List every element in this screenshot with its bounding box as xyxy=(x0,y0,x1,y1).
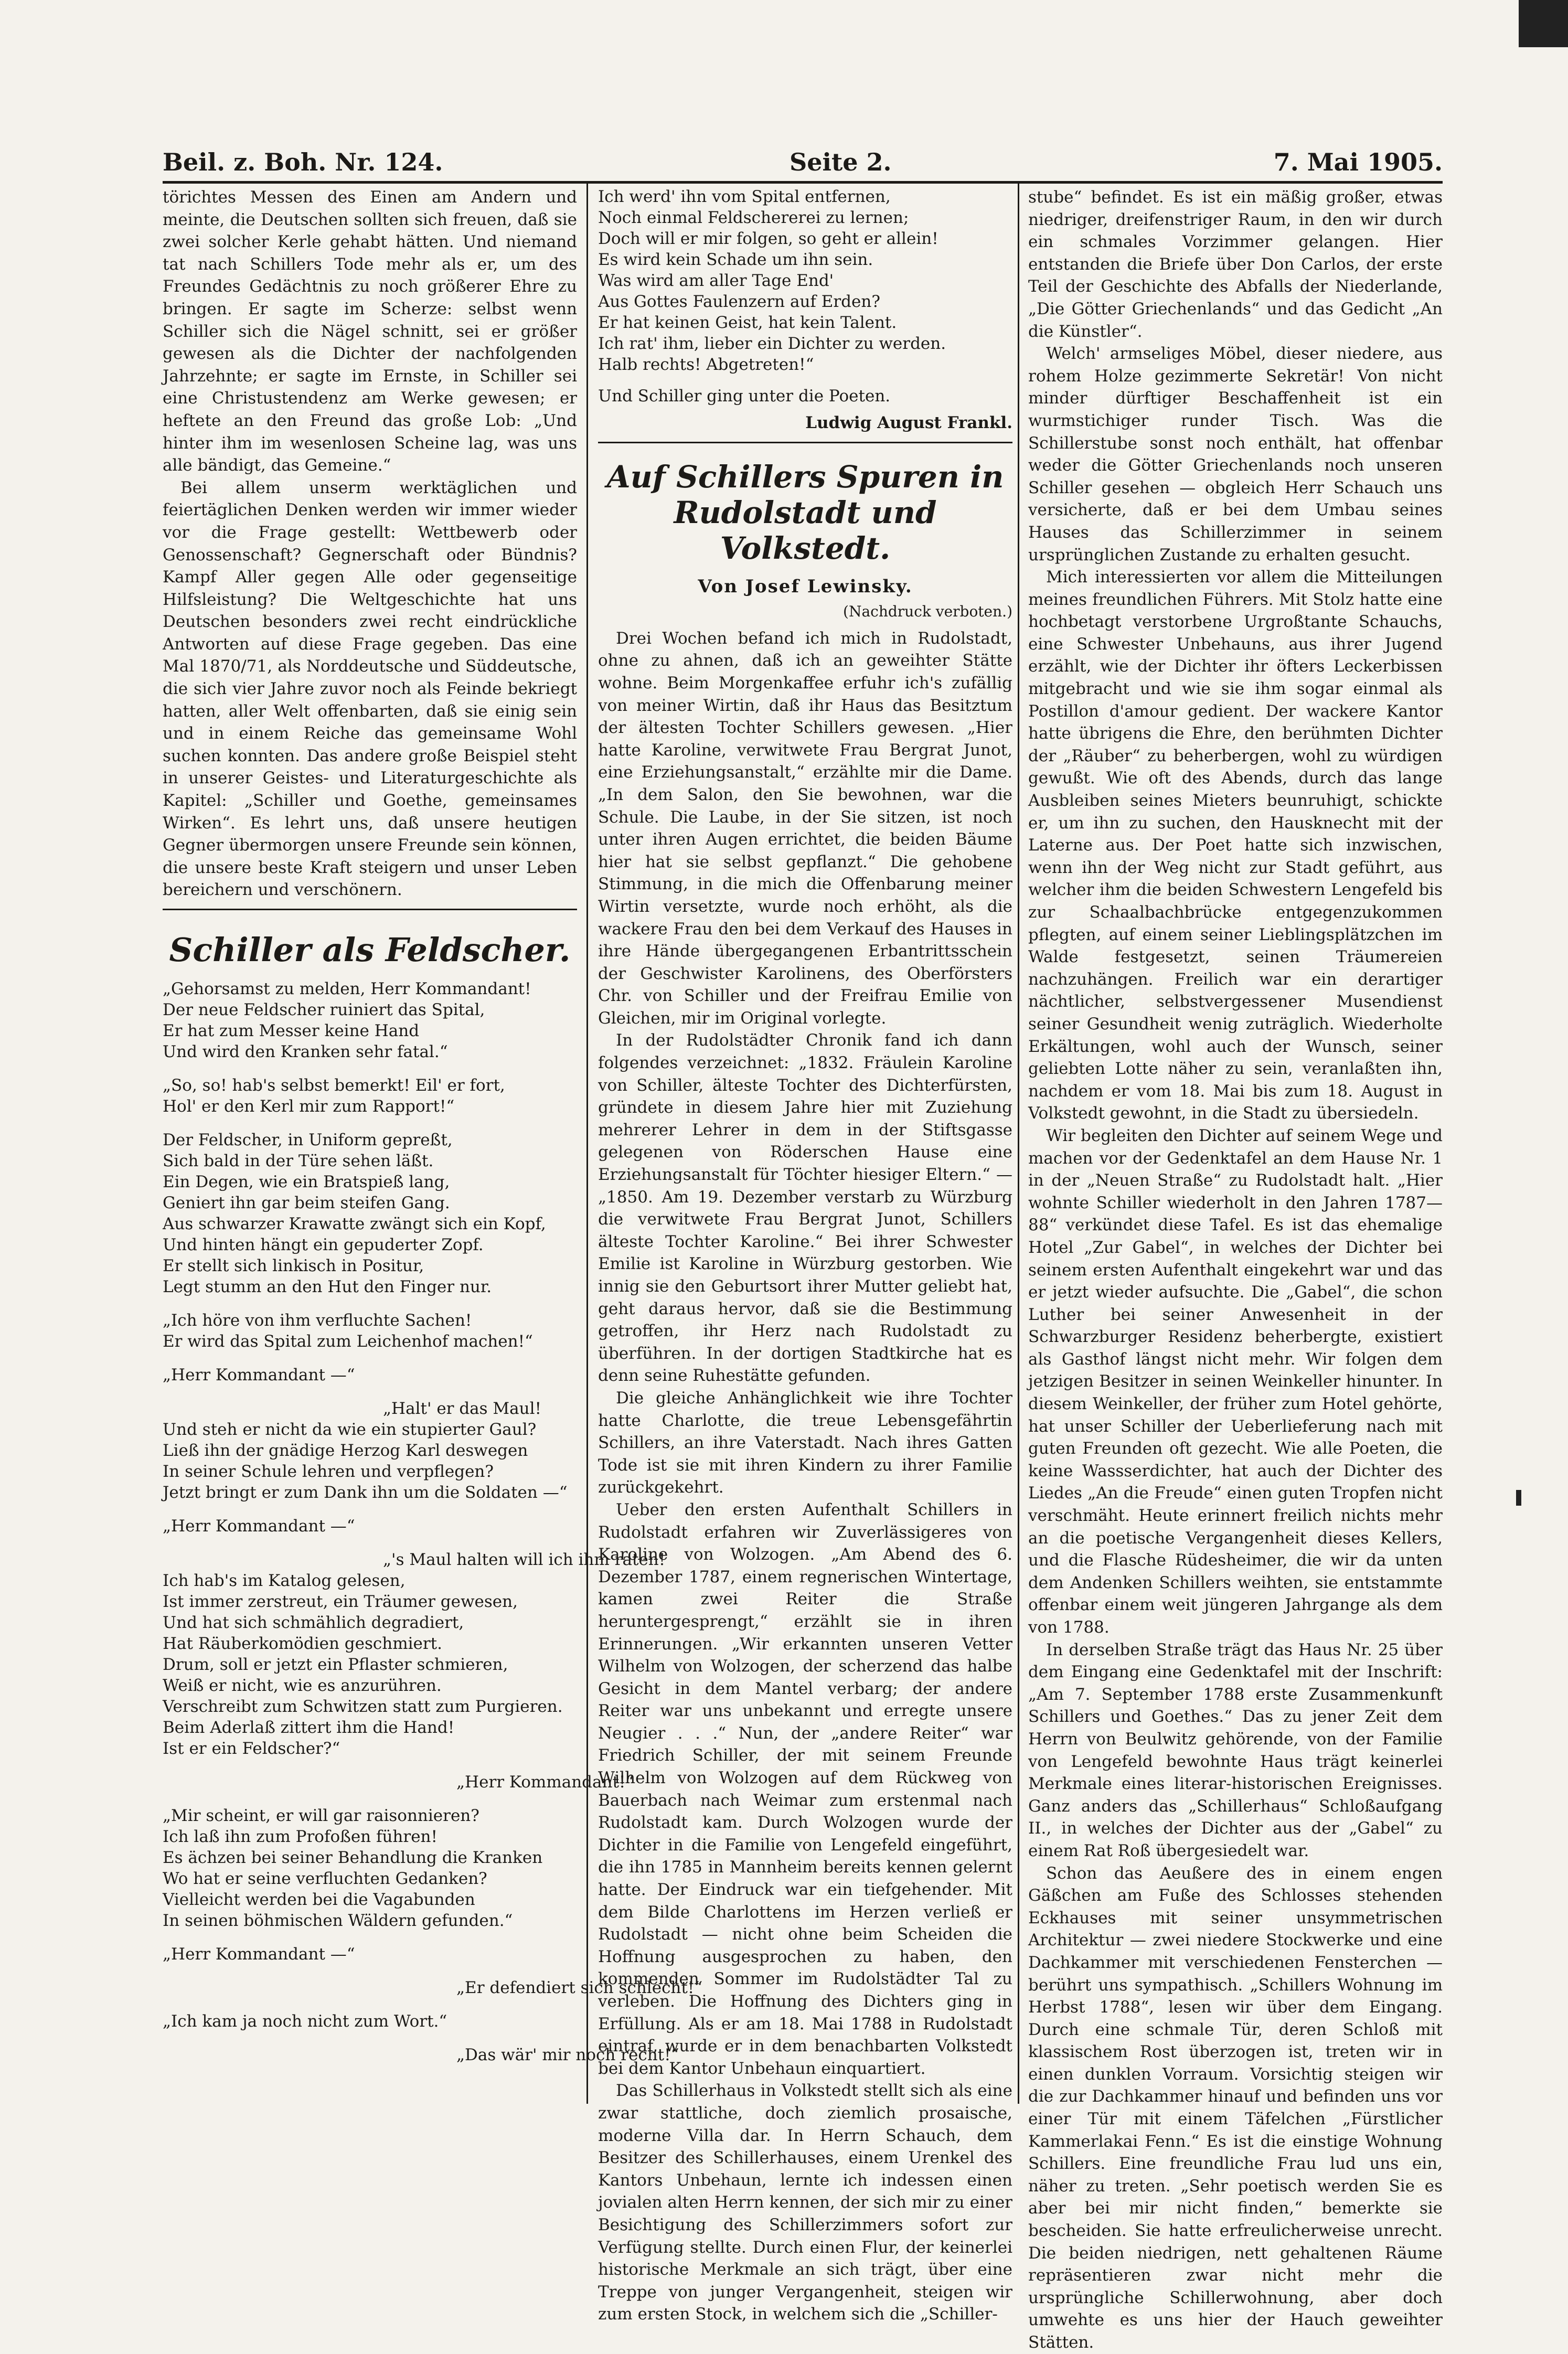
poem-line: Und steh er nicht da wie ein stupierter Gaul? xyxy=(163,1420,537,1439)
column-3 xyxy=(1028,186,1443,2354)
issue-label: Beil. z. Boh. Nr. 124. xyxy=(163,148,443,176)
paragraph: Die gleiche Anhänglichkeit wie ihre Tochter hatte Charlotte, die treue Lebensgefährtin Schillers, an ihre Vaterstadt. Nach ihres Gatten Tode ist sie mit ihren Kindern zu ihrer Familie zurückgekehrt. xyxy=(598,1388,1012,1497)
poem-line: Ist er ein Feldscher?“ xyxy=(163,1739,340,1758)
article-byline: Von Josef Lewinsky. xyxy=(698,576,913,597)
poem-stanza xyxy=(163,1805,577,1931)
poem-line: „Mir scheint, er will gar raisonnieren? xyxy=(163,1806,479,1825)
paragraph: Wir begleiten den Dichter auf seinem Wege und machen vor der Gedenktafel an dem Hause Nr. 1 in der „Neuen Straße“ zu Rudolstadt halt. „Hier wohnte Schiller wiederholt in den Jahren 1787—88“ verkündet diese Tafel. Es ist das ehemalige Hotel „Zur Gabel“, in welches der Dichter bei seinem ersten Aufenthalt eingekehrt war und das er jetzt wieder aufsuchte. Die „Gabel“, die schon Luther bei seiner Anwesenheit in der Schwarzburger Residenz beherbergte, existiert als Gasthof längst nicht mehr. Wir folgen dem jetzigen Besitzer in seinen Weinkeller hinunter. In diesem Weinkeller, der früher zum Hotel gehörte, hat unser Schiller der Ueberlieferung nach mit guten Freunden oft gezecht. Wie alle Poeten, die keine Wassserdichter, hat auch der Dichter des Liedes „An die Freude“ einen guten Tropfen nicht verschmäht. Heute erinnert freilich nichts mehr an die poetische Vergangenheit dieses Kellers, und die Flasche Rüdesheimer, die wir da unten dem Andenken Schillers weihten, sie entstammte offenbar einem weit jüngeren Jahrgange als dem von 1788. xyxy=(1028,1126,1443,1637)
poem-line: Es wird kein Schade um ihn sein. xyxy=(598,250,873,269)
section-rule xyxy=(163,909,577,910)
poem-line: Der neue Feldscher ruiniert das Spital, xyxy=(163,1000,485,1019)
poem-line: „Herr Kommandant —“ xyxy=(163,1517,355,1536)
poem-line: Geniert ihn gar beim steifen Gang. xyxy=(163,1194,450,1212)
poem-line: „Ich höre von ihm verfluchte Sachen! xyxy=(163,1311,472,1330)
poem-line: Legt stumm an den Hut den Finger nur. xyxy=(163,1277,492,1296)
poem-title: Schiller als Feldscher. xyxy=(169,931,571,969)
poem-stanza xyxy=(163,1944,577,1965)
poem-line: Hol' er den Kerl mir zum Rapport!“ xyxy=(163,1097,455,1116)
poem-line: „Herr Kommandant —“ xyxy=(163,1945,355,1964)
column-2 xyxy=(598,186,1012,2326)
poem-line: „Gehorsamst zu melden, Herr Kommandant! xyxy=(163,979,531,998)
column-divider-2 xyxy=(1018,184,1019,2104)
poem-line: Wo hat er seine verfluchten Gedanken? xyxy=(163,1869,487,1888)
poem-line: Doch will er mir folgen, so geht er allein! xyxy=(598,229,938,248)
page-number: Seite 2. xyxy=(790,148,892,176)
poem-line: „Ich kam ja noch nicht zum Wort.“ xyxy=(163,2012,447,2031)
poem-line: Der Feldscher, in Uniform gepreßt, xyxy=(163,1131,453,1149)
issue-date: 7. Mai 1905. xyxy=(1273,148,1443,176)
reprint-notice: (Nachdruck verboten.) xyxy=(843,603,1012,621)
poem-line: In seinen böhmischen Wäldern gefunden.“ xyxy=(163,1911,513,1930)
poem-stanza xyxy=(163,1075,577,1117)
poem-line: Hat Räuberkomödien geschmiert. xyxy=(163,1634,442,1653)
poem-stanza xyxy=(163,1365,577,1386)
poem-line: Sich bald in der Türe sehen läßt. xyxy=(163,1152,434,1170)
poem-line: Weiß er nicht, wie es anzurühren. xyxy=(163,1676,442,1695)
poem-line: Er wird das Spital zum Leichenhof machen!“ xyxy=(163,1332,533,1351)
paragraph: stube“ befindet. Es ist ein mäßig großer, etwas niedriger, dreifenstriger Raum, in den wir durch ein schmales Vorzimmer gelangen. Hier entstanden die Briefe über Don Carlos, der erste Teil der Geschichte des Abfalls der Niederlande, „Die Götter Griechenlands“ und das Gedicht „An die Künstler“. xyxy=(1028,188,1443,341)
poem-line: Aus schwarzer Krawatte zwängt sich ein Kopf, xyxy=(163,1215,546,1233)
poem-line: Ich rat' ihm, lieber ein Dichter zu werden. xyxy=(598,334,946,353)
poem-closing-line xyxy=(598,386,1012,407)
scan-corner-mark xyxy=(1519,0,1568,47)
paragraph: In derselben Straße trägt das Haus Nr. 25 über dem Eingang eine Gedenktafel mit der Inschrift: „Am 7. September 1788 erste Zusammenkunft Schillers und Goethes.“ Das zu jener Zeit dem Herrn von Beulwitz gehörende, von der Familie von Lengefeld bewohnte Haus trägt keinerlei Merkmale eines literar-historischen Ereignisses. Ganz anders das „Schillerhaus“ Schloßaufgang II., in welches der Dichter aus der „Gabel“ zu einem Rat Roß übergesiedelt war. xyxy=(1028,1640,1443,1860)
poem-line: Verschreibt zum Schwitzen statt zum Purgieren. xyxy=(163,1697,563,1716)
poem-line: Ist immer zerstreut, ein Träumer gewesen, xyxy=(163,1592,518,1611)
poem-line: Aus Gottes Faulenzern auf Erden? xyxy=(598,292,880,311)
paragraph: Mich interessierten vor allem die Mitteilungen meines freundlichen Führers. Mit Stolz hatte eine hochbetagt verstorbene Urgroßtante Schauchs, eine Schwester Unbehauns, aus ihrer Jugend erzählt, wie der Dichter ihr öfters Leckerbissen mitgebracht und wie sie ihm sogar einmal als Postillon d'amour gedient. Der wackere Kantor hatte übrigens die Ehre, den berühmten Dichter der „Räuber“ zu beherbergen, wohl zu würdigen gewußt. Wie oft des Abends, durch das lange Ausbleiben seines Mieters beunruhigt, schickte er, um ihn zu suchen, den Hausknecht mit der Laterne aus. Der Poet hatte sich inzwischen, wenn ihn der Weg nicht zur Stadt geführt, aus welcher ihm die beiden Schwestern Lengefeld bis zur Schaalbachbrücke entgegenzukommen pflegten, auf einem seiner Lieblingsplätzchen im Walde festgesetzt, seinen Träumereien nachzuhängen. Freilich war ein derartiger nächtlicher, selbstvergessener Musendienst seiner Gesundheit wenig zuträglich. Wiederholte Erkältungen, wohl auch der Wunsch, seiner geliebten Lotte näher zu sein, veranlaßten ihn, nachdem er vom 18. Mai bis zum 18. August in Volkstedt gewohnt, in die Stadt zu übersiedeln. xyxy=(1028,568,1443,1123)
paragraph: Bei allem unserm werktäglichen und feiertäglichen Denken werden wir immer wieder vor die Frage gestellt: Wettbewerb oder Genossenschaft? Gegnerschaft oder Bündnis? Kampf Aller gegen Alle oder gegenseitige Hilfsleistung? Die Weltgeschichte hat uns Deutschen besonders zwei recht eindrückliche Antworten auf diese Frage gegeben. Das eine Mal 1870/71, als Norddeutsche und Süddeutsche, die sich vier Jahre zuvor noch als Feinde bekriegt hatten, aller Welt offenbarten, daß sie einig sein und in einem Reiche das gemeinsame Wohl suchen konnten. Das andere große Beispiel steht in unserer Geistes- und Literaturgeschichte als Kapitel: „Schiller und Goethe, gemeinsames Wirken“. Es lehrt uns, daß unsere heutigen Gegner übermorgen unsere Freunde sein können, die unsere beste Kraft steigern und unser Leben bereichern und verschönern. xyxy=(163,478,577,900)
poem-line: Ich laß ihn zum Profoßen führen! xyxy=(163,1827,438,1846)
poem-line: „'s Maul halten will ich ihm raten! xyxy=(383,1550,666,1569)
paragraph: Welch' armseliges Möbel, dieser niedere, aus rohem Holze gezimmerte Sekretär! Von nicht minder dürftiger Beschaffenheit ist ein wurmstichiger runder Tisch. Was die Schillerstube sonst noch enthält, hat offenbar weder die Götter Griechenlands noch unseren Schiller gesehen — obgleich Herr Schauch uns versicherte, daß er bei dem Umbau seines Hauses das Schillerzimmer in seinem ursprünglichen Zustande zu erhalten gesucht. xyxy=(1028,344,1443,564)
poem-author: Ludwig August Frankl. xyxy=(805,413,1012,432)
poem-line: Ein Degen, wie ein Bratspieß lang, xyxy=(163,1173,450,1191)
poem-stanza xyxy=(163,1772,634,1793)
poem-line: Ich werd' ihn vom Spital entfernen, xyxy=(598,187,891,206)
poem-stanza xyxy=(163,2011,577,2032)
poem-line: Jetzt bringt er zum Dank ihn um die Soldaten —“ xyxy=(163,1483,568,1502)
poem-line: „Halt' er das Maul! xyxy=(383,1399,541,1418)
poem-line: Er hat zum Messer keine Hand xyxy=(163,1021,420,1040)
poem-line: Und hinten hängt ein gepuderter Zopf. xyxy=(163,1235,484,1254)
article-title: Auf Schillers Spuren in Rudolstadt und Volkstedt. xyxy=(606,459,1004,566)
poem-line: Ich hab's im Katalog gelesen, xyxy=(163,1571,406,1590)
poem-stanza xyxy=(163,1130,577,1297)
poem-line: In seiner Schule lehren und verpflegen? xyxy=(163,1462,494,1481)
poem-line: „So, so! hab's selbst bemerkt! Eil' er fort, xyxy=(163,1076,505,1095)
poem-continuation xyxy=(598,186,1012,375)
poem-stanza xyxy=(163,978,577,1062)
paragraph: Drei Wochen befand ich mich in Rudolstadt, ohne zu ahnen, daß ich an geweihter Stätte wohne. Beim Morgenkaffee erfuhr ich's zufällig von meiner Wirtin, daß ihr Haus das Besitztum der ältesten Tochter Schillers gewesen. „Hier hatte Karoline, verwitwete Frau Bergrat Junot, eine Erziehungsanstalt,“ erzählte mir die Dame. „In dem Salon, den Sie bewohnen, war die Schule. Die Laube, in der Sie sitzen, ist noch unter ihren Augen errichtet, die beiden Bäume hier hat sie selbst gepflanzt.“ Die gehobene Stimmung, in die mich die Offenbarung meiner Wirtin versetzte, wurde noch erhöht, als die wackere Frau den bei dem Verkauf des Hauses in ihre Hände übergegangenen Erbantrittsschein der Geschwister Karolinens, des Oberförsters Chr. von Schiller und der Freifrau Emilie von Gleichen, mir im Original vorlegte. xyxy=(598,629,1012,1028)
poem-stanza xyxy=(163,1398,577,1503)
paragraph: törichtes Messen des Einen am Andern und meinte, die Deutschen sollten sich freuen, daß sie zwei solcher Kerle gehabt hätten. Und niemand tat nach Schillers Tode mehr als er, um des Freundes Gedächtnis zu noch größerer Ehre zu bringen. Er sagte im Scherze: selbst wenn Schiller sich die Nägel schnitt, sei er größer gewesen als die Dichter der nachfolgenden Jahrzehnte; er sagte im Ernste, in Schiller sei eine Christustendenz am Werke gewesen; er heftete an den Freund das große Lob: „Und hinter ihm im wesenlosen Scheine lag, was uns alle bändigt, das Gemeine.“ xyxy=(163,188,577,475)
scan-edge-mark xyxy=(1516,1490,1521,1506)
poem-line: Drum, soll er jetzt ein Pflaster schmieren, xyxy=(163,1655,508,1674)
paragraph: Ueber den ersten Aufenthalt Schillers in Rudolstadt erfahren wir Zuverlässigeres von Karoline von Wolzogen. „Am Abend des 6. Dezember 1787, einem regnerischen Wintertage, kamen zwei Reiter die Straße heruntergesprengt,“ erzählt sie in ihren Erinnerungen. „Wir erkannten unseren Vetter Wilhelm von Wolzogen, der scherzend das halbe Gesicht in dem Mantel verbarg; der andere Reiter war uns unbekannt und erregte unsere Neugier . . .“ Nun, der „andere Reiter“ war Friedrich Schiller, der mit seinem Freunde Wilhelm von Wolzogen auf dem Rückweg von Bauerbach nach Weimar zum erstenmal nach Rudolstadt kam. Durch Wolzogen wurde der Dichter in die Familie von Lengefeld eingeführt, die ihn 1785 in Mannheim bereits kennen gelernt hatte. Der Eindruck war ein tiefgehender. Mit dem Bilde Charlottens im Herzen verließ er Rudolstadt — nicht ohne beim Scheiden die Hoffnung ausgesprochen zu haben, den kommenden Sommer im Rudolstädter Tal zu verleben. Die Hoffnung des Dichters ging in Erfüllung. Als er am 18. Mai 1788 in Rudolstadt eintraf, wurde er in dem benachbarten Volkstedt bei dem Kantor Unbehaun einquartiert. xyxy=(598,1500,1012,2078)
poem-line: Er stellt sich linkisch in Positur, xyxy=(163,1256,424,1275)
section-rule xyxy=(598,442,1012,443)
poem-line: Vielleicht werden bei die Vagabunden xyxy=(163,1890,475,1909)
column-1 xyxy=(163,186,703,2078)
poem-stanza xyxy=(163,2044,679,2065)
poem-line: Beim Aderlaß zittert ihm die Hand! xyxy=(163,1718,455,1737)
poem-line: Es ächzen bei seiner Behandlung die Kranken xyxy=(163,1848,543,1867)
poem-line: „Herr Kommandant!“ xyxy=(456,1773,634,1792)
poem-stanza xyxy=(163,1977,703,1998)
poem-stanza xyxy=(163,1549,666,1759)
poem-line: Halb rechts! Abgetreten!“ xyxy=(598,355,814,374)
poem-line: „Das wär' mir noch recht!“ xyxy=(456,2046,679,2064)
poem-schiller-als-feldscher xyxy=(163,978,703,2065)
paragraph: In der Rudolstädter Chronik fand ich dann folgendes verzeichnet: „1832. Fräulein Karoline von Schiller, älteste Tochter des Dichterfürsten, gründete in diesem Jahre hier mit Zuziehung mehrerer Lehrer in dem in der Stiftsgasse gelegenen von Röderschen Hause eine Erziehungsanstalt für Töchter hiesiger Eltern.“ — „1850. Am 19. Dezember verstarb zu Würzburg die verwitwete Frau Bergrat Junot, Schillers älteste Tochter Karoline.“ Bei ihrer Schwester Emilie ist Karoline in Würzburg gestorben. Wie innig sie den Geburtsort ihrer Mutter geliebt hat, geht daraus hervor, daß sie die Bestimmung getroffen, ihr Herz nach Rudolstadt zu überführen. In der dortigen Stadtkirche hat es denn seine Ruhestätte gefunden. xyxy=(598,1031,1012,1386)
poem-line: „Herr Kommandant —“ xyxy=(163,1366,355,1384)
poem-line: Und Schiller ging unter die Poeten. xyxy=(598,387,891,406)
poem-line: Was wird am aller Tage End' xyxy=(598,271,834,290)
poem-stanza xyxy=(163,1310,577,1352)
header-rule xyxy=(163,181,1443,184)
poem-line: Und wird den Kranken sehr fatal.“ xyxy=(163,1042,448,1061)
poem-line: „Er defendiert sich schlecht!“ xyxy=(456,1978,703,1997)
paragraph: Das Schillerhaus in Volkstedt stellt sich als eine zwar stattliche, doch ziemlich prosaische, moderne Villa dar. In Herrn Schauch, dem Besitzer des Schillerhauses, einem Urenkel des Kantors Unbehaun, lernte ich indessen einen jovialen alten Herrn kennen, der sich mir zu einer Besichtigung des Schillerzimmers sofort zur Verfügung stellte. Durch einen Flur, der keinerlei historische Merkmale an sich trägt, über eine Treppe von junger Vergangenheit, steigen wir zum ersten Stock, in welchem sich die „Schiller- xyxy=(598,2081,1012,2324)
column-divider-1 xyxy=(586,184,588,2104)
poem-line: Und hat sich schmählich degradiert, xyxy=(163,1613,464,1632)
poem-stanza xyxy=(163,1516,577,1537)
poem-line: Ließ ihn der gnädige Herzog Karl deswegen xyxy=(163,1441,528,1460)
paragraph: Schon das Aeußere des in einem engen Gäßchen am Fuße des Schlosses stehenden Eckhauses mit seiner unsymmetrischen Architektur — zwei niedere Stockwerke und eine Dachkammer mit verschiedenen Fensterchen — berührt uns sympathisch. „Schillers Wohnung im Herbst 1788“, lesen wir über dem Eingang. Durch eine schmale Tür, deren Schloß mit klassischem Rost überzogen ist, treten wir in einen dunklen Vorraum. Vorsichtig steigen wir die zur Dachkammer hinauf und befinden uns vor einer Tür mit einem Täfelchen „Fürstlicher Kammerlakai Fenn.“ Es ist die einstige Wohnung Schillers. Eine freundliche Frau lud uns ein, näher zu treten. „Sehr poetisch werden Sie es aber bei mir nicht finden,“ bemerkte sie bescheiden. Sie hatte erfreulicherweise unrecht. Die beiden niedrigen, nett gehaltenen Räume repräsentieren zwar nicht mehr die ursprüngliche Schillerwohnung, aber doch umwehte es uns hier der Hauch geweihter Stätten. xyxy=(1028,1863,1443,2352)
poem-line: Er hat keinen Geist, hat kein Talent. xyxy=(598,313,897,332)
page-header xyxy=(163,148,1443,185)
poem-line: Noch einmal Feldschererei zu lernen; xyxy=(598,208,909,227)
